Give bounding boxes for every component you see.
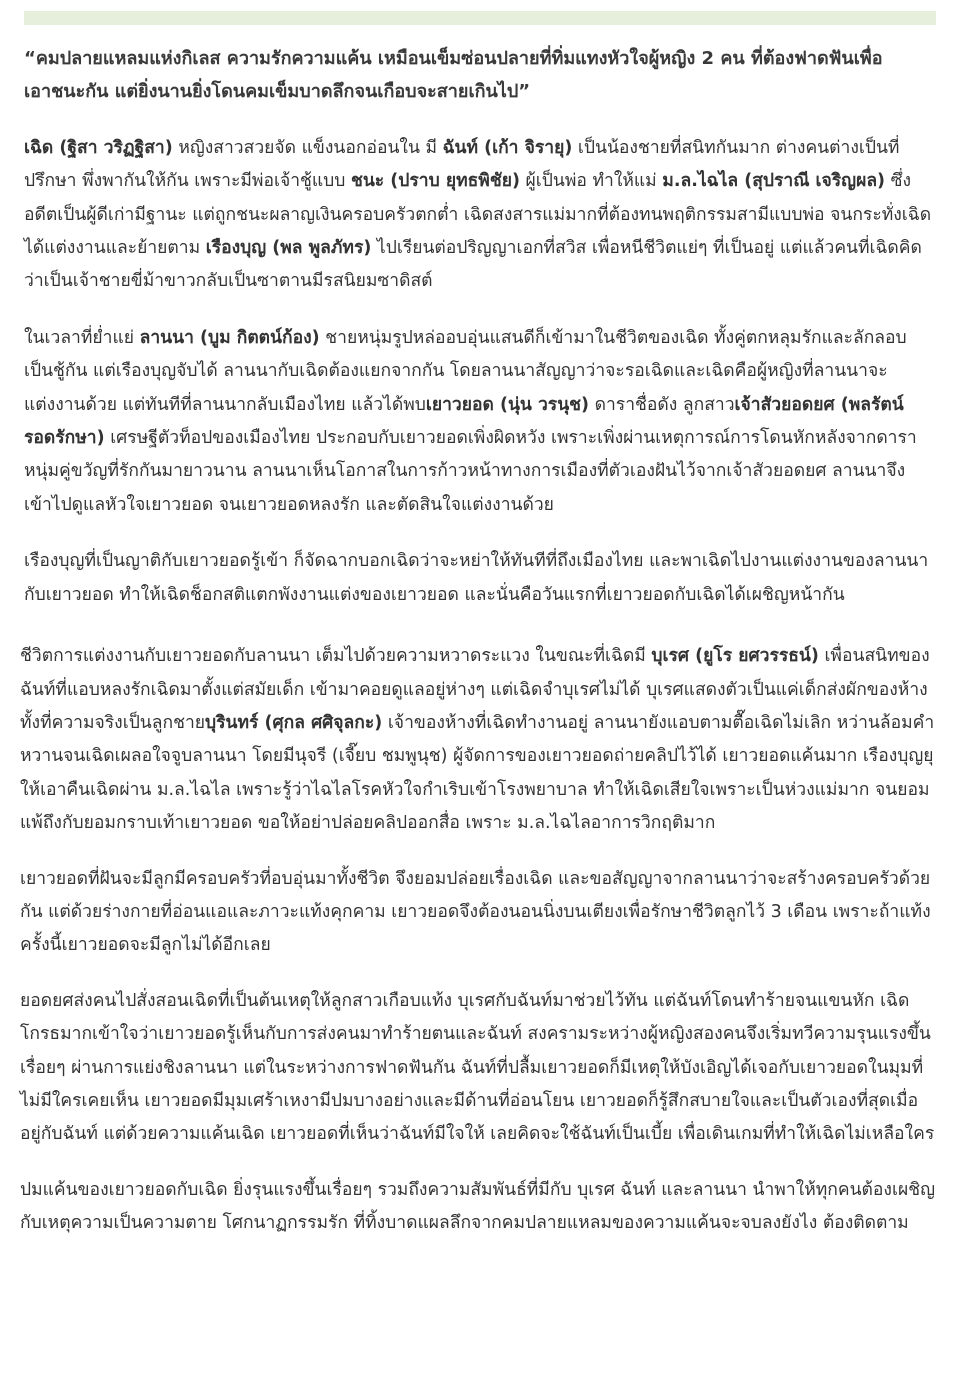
character-name: เฉิด (ฐิสา วริฏฐิสา): [24, 137, 173, 158]
paragraph-text: เศรษฐีตัวท็อปของเมืองไทย ประกอบกับเยาวยอดเพิ่งผิดหวัง เพราะเพิ่งผ่านเหตุการณ์การโดนหักหลังจากดาราหนุ่มคู่ขวัญที่รักกันมายาวนาน ลานนาเห็นโอกาสในการก้าวหน้าทางการเมืองที่ตัวเองฝันไว้จากเจ้าสัวยอดยศ ลานนาจึงเข้าไปดูแลหัวใจเยาวยอด จนเยาวยอดหลงรัก และตัดสินใจแต่งงานด้วย: [24, 428, 917, 515]
top-divider-bar: [24, 11, 936, 25]
paragraph-text: เพื่อนสนิทของฉันท์ที่แอบหลงรักเฉิดมาตั้งแต่สมัยเด็ก เข้ามาคอยดูแลอยู่ห่างๆ แต่เฉิดจำบุเรศไม่ได้ บุเรศแสดงตัวเป็นแค่เด็กส่งผักของห้างทั้งที่ความจริงเป็นลูกชาย: [20, 646, 930, 733]
paragraph-text: ชายหนุ่มรูปหล่ออบอุ่นแสนดีก็เข้ามาในชีวิตของเฉิด ทั้งคู่ตกหลุมรักและลักลอบเป็นชู้กัน แต่เรืองบุญจับได้ ลานนากับเฉิดต้องแยกจากกัน โดยลานนาสัญญาว่าจะรอเฉิดและเฉิดคือผู้หญิงที่ลานนาจะแต่งงานด้วย แต่ทันทีที่ลานนากลับเมืองไทย แล้วได้พบ: [24, 327, 907, 415]
synopsis-paragraph-7: ปมแค้นของเยาวยอดกับเฉิด ยิ่งรุนแรงขึ้นเรื่อยๆ รวมถึงความสัมพันธ์ที่มีกับ บุเรศ ฉันท์ และลานนา นำพาให้ทุกคนต้องเผชิญกับเหตุความเป็นความตาย โศกนาฏกรรมรัก ที่ทิ้งบาดแผลลึกจากคมปลายแหลมของความแค้นจะจบลงยังไง ต้องติดตาม: [20, 1179, 935, 1234]
paragraph-text: หญิงสาวสวยจัด แข็งนอกอ่อนใน มี: [172, 137, 443, 158]
character-name: ชนะ (ปราบ ยุทธพิชัย): [350, 171, 520, 192]
paragraph-text: เจ้าของห้างที่เฉิดทำงานอยู่ ลานนายังแอบตามตื๊อเฉิดไม่เลิก หว่านล้อมคำหวานจนเฉิดเผลอใจจูบลานนา โดยมีนุจรี (เจี๊ยบ ชมพูนุช) ผู้จัดการของเยาวยอดถ่ายคลิปไว้ได้ เยาวยอดแค้นมาก เรืองบุญยุให้เอาคืนเฉิดผ่าน ม.ล.ไฉไล เพราะรู้ว่าไฉไลโรคหัวใจกำเริบเข้าโรงพยาบาล ทำให้เฉิดเสียใจเพราะเป็นห่วงแม่มาก จนยอมแพ้ถึงกับยอมกราบเท้าเยาวยอด ขอให้อย่าปล่อยคลิปออกสื่อ เพราะ ม.ล.ไฉไลอาการวิกฤติมาก: [20, 712, 935, 834]
character-name: ลานนา (บูม กิตตน์ก้อง): [139, 327, 320, 348]
paragraph-text: ในเวลาที่ย่ำแย่: [24, 327, 140, 348]
character-name: บุเรศ (ยูโร ยศวรรธน์): [651, 646, 819, 667]
paragraph-text: ผู้เป็นพ่อ ทำให้แม่: [519, 171, 663, 192]
character-name: บุรินทร์ (ศุกล ศศิจุลกะ): [205, 712, 383, 733]
paragraph-text: เป็นน้องชายที่สนิทกันมาก ต่างคนต่างเป็นที่ปรึกษา พึ่งพากันให้กัน เพราะมีพ่อเจ้าชู้แบบ: [24, 137, 900, 192]
synopsis-paragraph-4: [20, 640, 936, 840]
paragraph-text: ชีวิตการแต่งงานกับเยาวยอดกับลานนา เต็มไปด้วยความหวาดระแวง ในขณะที่เฉิดมี: [20, 646, 652, 667]
character-name: เยาวยอด (นุ่น วรนุช): [425, 394, 590, 415]
article-body: [20, 42, 936, 1241]
paragraph-text: ซึ่งอดีตเป็นผู้ดีเก่ามีฐานะ แต่ถูกชนะผลาญเงินครอบครัวตกต่ำ เฉิดสงสารแม่มากที่ต้องทนพฤติกรรมสามีแบบพ่อ จนกระทั่งเฉิดได้แต่งงานและย้ายตาม: [24, 171, 932, 259]
character-name: ม.ล.ไฉไล (สุปราณี เจริญผล): [662, 171, 886, 192]
paragraph-text: ไปเรียนต่อปริญญาเอกที่สวิส เพื่อหนีชีวิตแย่ๆ ที่เป็นอยู่ แต่แล้วคนที่เฉิดคิดว่าเป็นเจ้าชายขี่ม้าขาวกลับเป็นซาตานมีรสนิยมซาดิสต์: [24, 238, 922, 292]
character-name: เจ้าสัวยอดยศ (พลรัตน์ รอดรักษา): [24, 394, 904, 449]
character-name: ฉันท์ (เก้า จิรายุ): [442, 137, 573, 158]
paragraph-text: ดาราชื่อดัง ลูกสาว: [589, 394, 735, 415]
synopsis-paragraph-6: ยอดยศส่งคนไปสั่งสอนเฉิดที่เป็นต้นเหตุให้ลูกสาวเกือบแท้ง บุเรศกับฉันท์มาช่วยไว้ทัน แต่ฉันท์โดนทำร้ายจนแขนหัก เฉิดโกรธมากเข้าใจว่าเยาวยอดรู้เห็นกับการส่งคนมาทำร้ายตนและฉันท์ สงครามระหว่างผู้หญิงสองคนจึงเริ่มทวีความรุนแรงขึ้นเรื่อยๆ ผ่านการแย่งชิงลานนา แต่ในระหว่างการฟาดฟันกัน ฉันท์ที่ปลื้มเยาวยอดก็มีเหตุให้บังเอิญได้เจอกับเยาวยอดในมุมที่ไม่มีใครเคยเห็น เยาวยอดมีมุมเศร้าเหงามีปมบางอย่างและมีด้านที่อ่อนโยน เยาวยอดก็รู้สึกสบายใจและเป็นตัวเองที่สุดเมื่ออยู่กับฉันท์ แต่ด้วยความแค้นเฉิด เยาวยอดที่เห็นว่าฉันท์มีใจให้ เลยคิดจะใช้ฉันท์เป็นเบี้ย เพื่อเดินเกมที่ทำให้เฉิดไม่เหลือใคร: [20, 990, 935, 1145]
synopsis-paragraph-5: เยาวยอดที่ฝันจะมีลูกมีครอบครัวที่อบอุ่นมาทั้งชีวิต จึงยอมปล่อยเรื่องเฉิด และขอสัญญาจากลานนาว่าจะสร้างครอบครัวด้วยกัน แต่ด้วยร่างกายที่อ่อนแอและภาวะแท้งคุกคาม เยาวยอดจึงต้องนอนนิ่งบนเตียงเพื่อรักษาชีวิตลูกไว้ 3 เดือน เพราะถ้าแท้งครั้งนี้เยาวยอดจะมีลูกไม่ได้อีกเลย: [20, 868, 931, 956]
article-headline-quote: “คมปลายแหลมแห่งกิเลส ความรักความแค้น เหมือนเข็มซ่อนปลายที่ทิ่มแทงหัวใจผู้หญิง 2 คน ที่ต้องฟาดฟันเพื่อเอาชนะกัน แต่ยิ่งนานยิ่งโดนคมเข็มบาดลึกจนเกือบจะสายเกินไป”: [24, 48, 883, 103]
synopsis-paragraph-3: เรืองบุญที่เป็นญาติกับเยาวยอดรู้เข้า ก็จัดฉากบอกเฉิดว่าจะหย่าให้ทันทีที่ถึงเมืองไทย และพาเฉิดไปงานแต่งงานของลานนากับเยาวยอด ทำให้เฉิดช็อกสติแตกพังงานแต่งของเยาวยอด และนั่นคือวันแรกที่เยาวยอดกับเฉิดได้เผชิญหน้ากัน: [24, 551, 929, 605]
character-name: เรืองบุญ (พล พูลภัทร): [205, 238, 372, 259]
synopsis-paragraph-1: [24, 132, 934, 299]
synopsis-paragraph-2: [24, 322, 934, 522]
